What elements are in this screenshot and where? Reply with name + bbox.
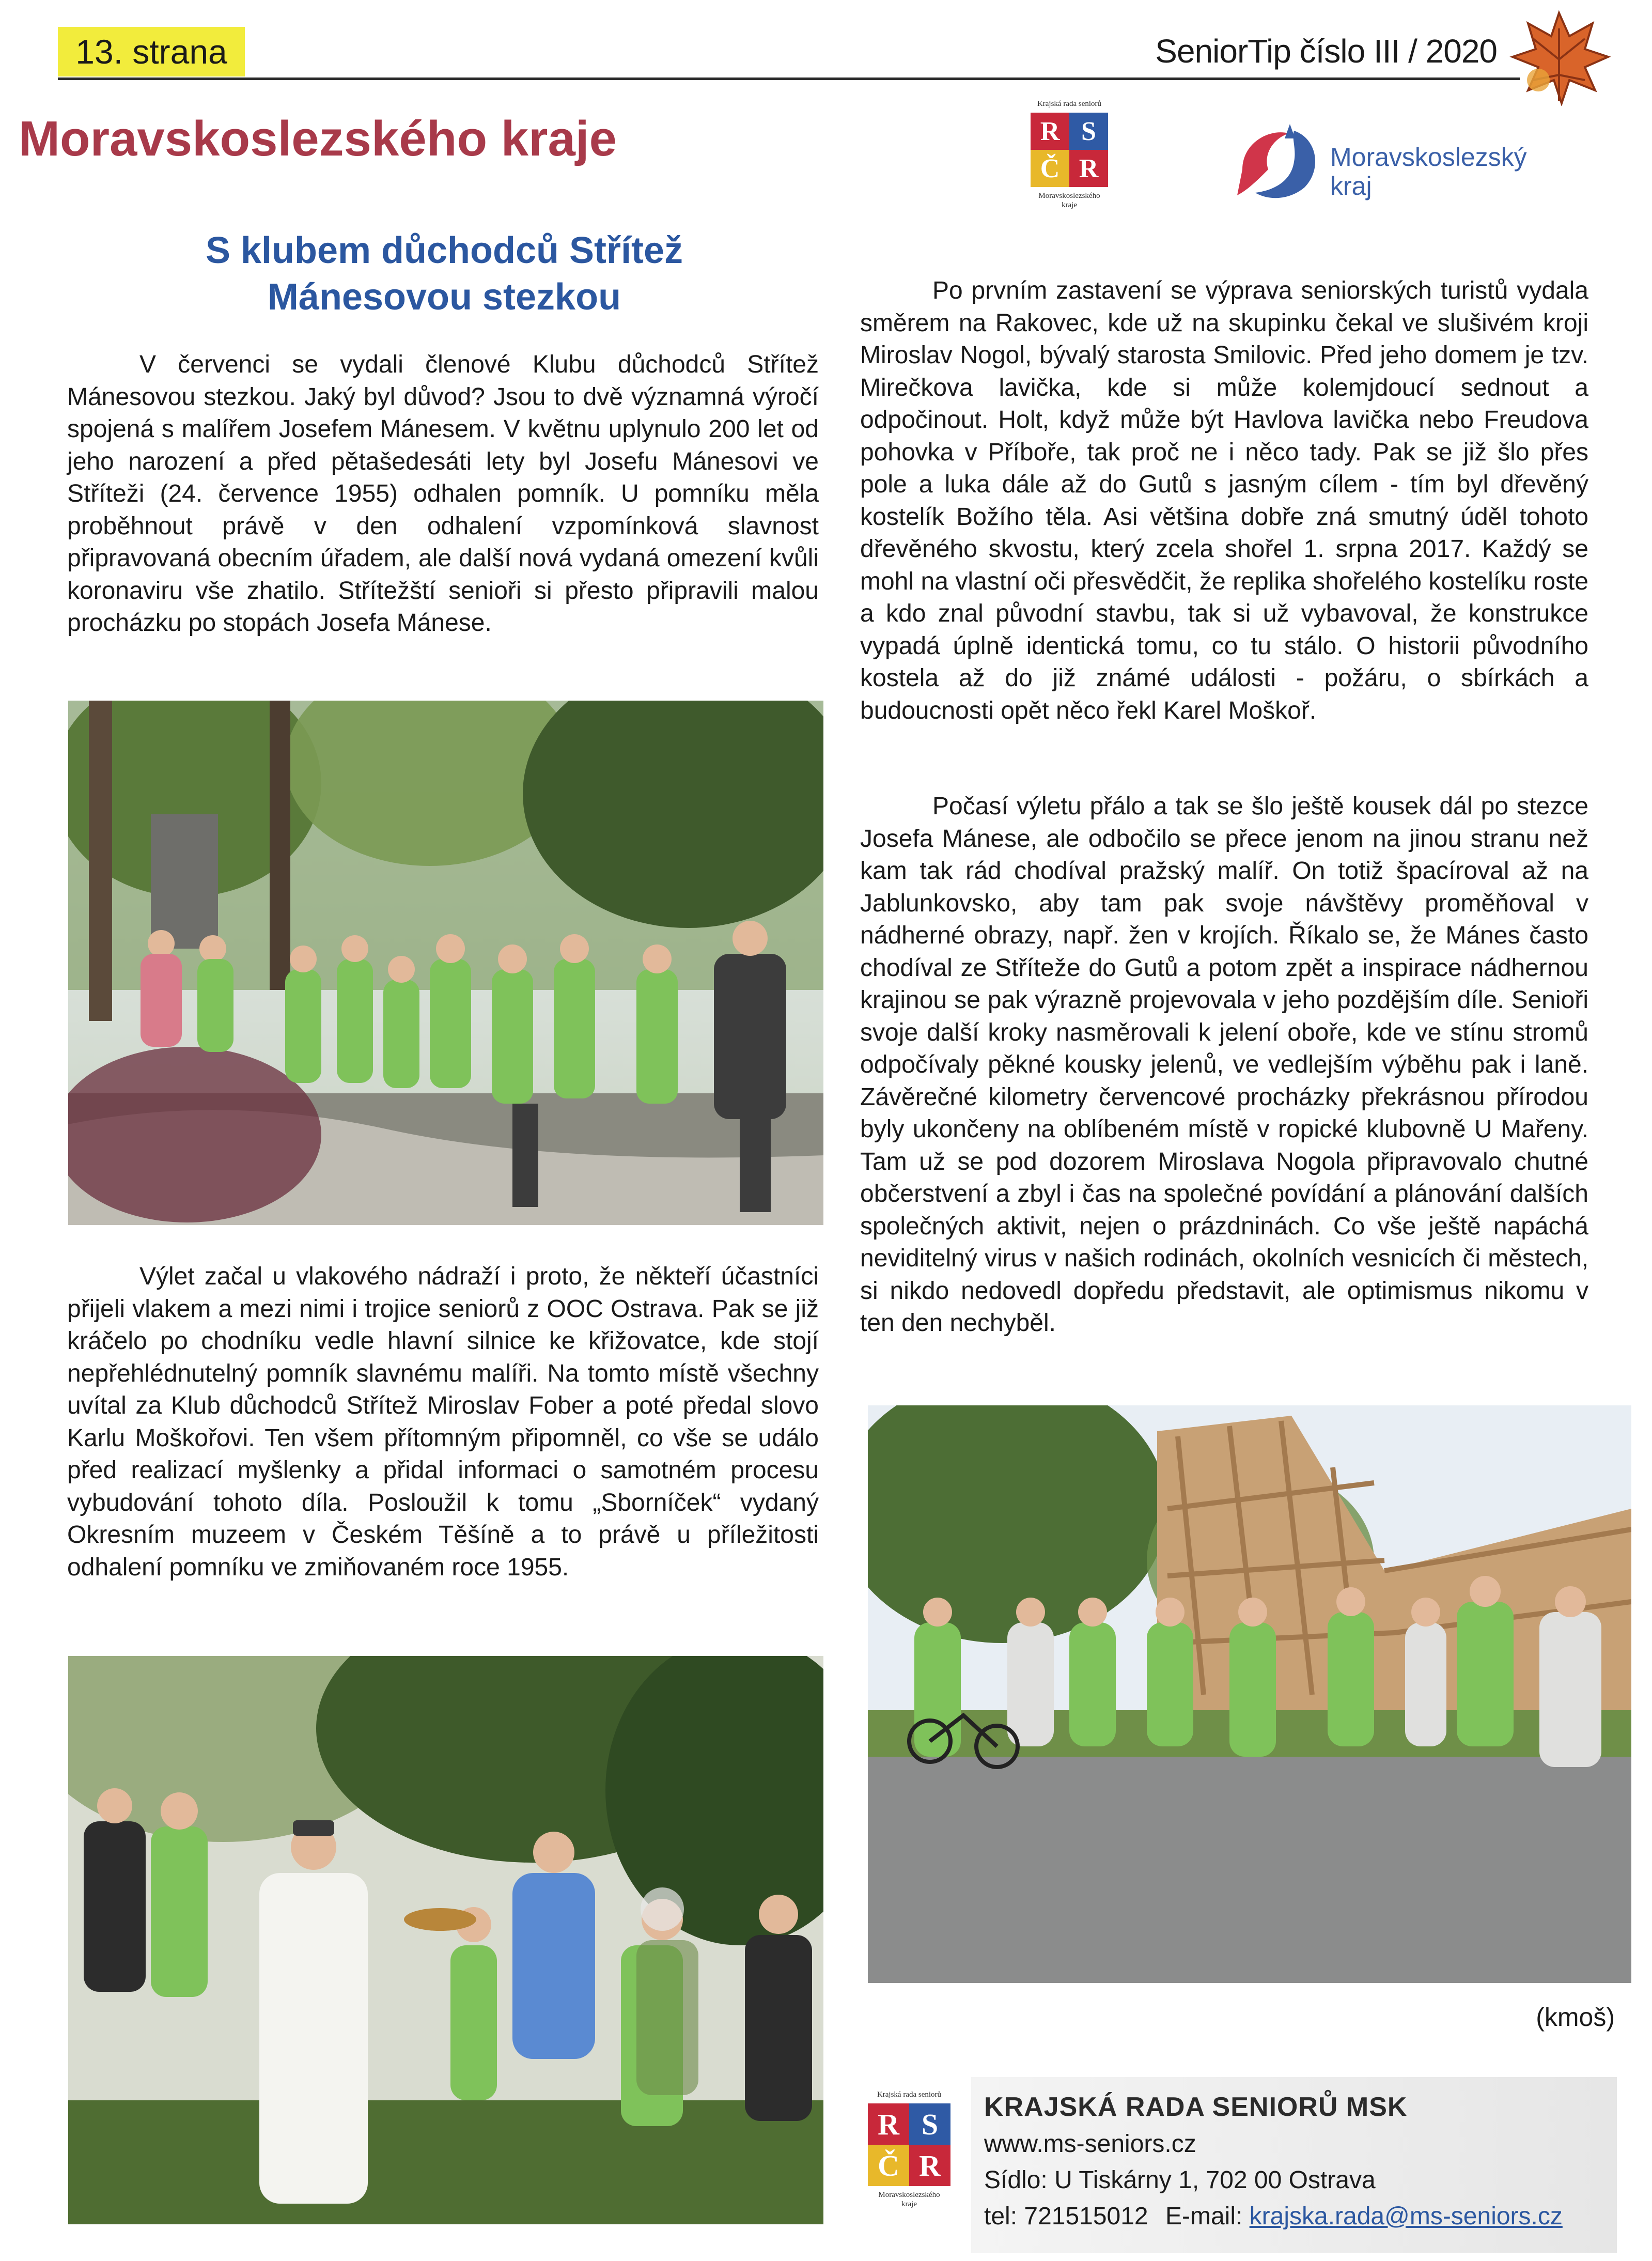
article-signature: (kmoš): [1536, 2003, 1615, 2032]
msk-logo-text: [1330, 143, 1527, 200]
rscr-letter-s: S: [1069, 113, 1108, 150]
article-title-line2: Mánesovou stezkou: [267, 276, 621, 318]
article-paragraph-1: V červenci se vydali členové Klubu důchodců Střítež Mánesovou stezkou. Jaký byl důvod? Jsou to dvě významná výročí spojená s malířem Josefem Mánesem. V květnu uplynulo 200 let od jeho narození a před pětašedesáti lety byl Josefu Mánesovi ve Stříteži (24. července 1955) odhalen pomník. U pomníku měla proběhnout právě v den odhalení vzpomínková slavnost připravovaná obecním úřadem, ale další nová vydaná omezení kvůli koronaviru vše zhatilo. Střítežští senioři si přesto připravili malou procházku po stopách Josefa Mánese.: [67, 351, 819, 637]
rscr-letter-r2: R: [1069, 150, 1108, 187]
rscr-footer-letter-c: Č: [868, 2145, 909, 2186]
header-rule: [58, 78, 1520, 80]
footer-email-link[interactable]: krajska.rada@ms-seniors.cz: [1249, 2203, 1563, 2230]
rscr-letter-grid: [1031, 113, 1108, 187]
article-paragraph-4: Počasí výletu přálo a tak se šlo ještě kousek dál po stezce Josefa Mánese, ale odbočilo se přece jenom na jinou stranu než kam tak rád chodíval pražský malíř. On totiž špacíroval až na Jablunkovsko, aby tam pak svoje návštěvy proměňoval v nádherné obrazy, např. žen v krojích. Říkalo se, že Mánes často chodíval ze Stříteže do Gutů a potom zpět a inspirace nádhernou krajinou se pak výrazně projevovala v jeho pozdějším díle. Senioři svoje další kroky nasměrovali k jelení oboře, kde ve stínu stromů odpočívaly pěkné kousky jelenů, ve vedlejším výběhu pak i laně. Závěrečné kilometry červencové procházky překrásnou přírodou byly ukončeny na oblíbeném místě v ropické klubovně U Mařeny. Tam už se pod dozorem Miroslava Nogola připravovalo chutné občerstvení a zbyl i čas na společné povídání a plánování dalších společných aktivit, nejen o prázdninách. Co vše ještě napáchá neviditelný virus v našich rodinách, okolních vesnicích či městech, si nikdo nedovedl dopředu představit, ale optimismus nikomu v ten den nechyběl.: [860, 793, 1588, 1337]
photo-group-at-wooden-church: [868, 1405, 1631, 1983]
rscr-footer-letter-s: S: [909, 2103, 950, 2145]
msk-logo-line2: kraj: [1330, 172, 1372, 200]
article-title-line1: S klubem důchodců Střítež: [205, 230, 683, 271]
footer-phone: tel: 721515012: [984, 2203, 1148, 2230]
footer-contact-box: [971, 2077, 1617, 2253]
footer-email-label: E-mail:: [1165, 2203, 1243, 2230]
rscr-letter-c: Č: [1031, 150, 1069, 187]
region-title: Moravskoslezského kraje: [19, 111, 617, 166]
msk-logo-line1: Moravskoslezský: [1330, 143, 1527, 172]
footer-web-link[interactable]: www.ms-seniors.cz: [984, 2130, 1196, 2158]
rscr-logo-footer-bottom-text: Moravskoslezského kraje: [878, 2191, 940, 2208]
article-title: [72, 227, 816, 320]
footer-address: Sídlo: U Tiskárny 1, 702 00 Ostrava: [984, 2166, 1376, 2194]
photo-man-in-folk-costume: [68, 1656, 823, 2224]
page-number-label: 13. strana: [58, 27, 245, 76]
footer-title: KRAJSKÁ RADA SENIORŮ MSK: [984, 2092, 1408, 2122]
rscr-logo-top-text: Krajská rada seniorů: [1037, 100, 1102, 108]
footer-contacts: [984, 2201, 1563, 2232]
photo-group-at-monument: [68, 701, 823, 1225]
rscr-letter-r1: R: [1031, 113, 1069, 150]
rscr-logo-footer: [860, 2090, 958, 2209]
magazine-issue-title: SeniorTip číslo III / 2020: [1155, 33, 1497, 70]
article-paragraph-3: Po prvním zastavení se výprava seniorských turistů vydala směrem na Rakovec, kde už na skupinku čekal ve slušivém kroji Miroslav Nogol, bývalý starosta Smilovic. Před jeho domem je tzv. Mirečkova lavička, kde si může kolemjdoucí sednout a odpočinout. Holt, když může být Havlova lavička nebo Freudova pohovka v Příboře, tak proč ne i něco tady. Pak se již šlo přes pole a luka dále až do Gutů s jasným cílem - tím byl dřevěný kostelík Božího těla. Asi většina dobře zná smutný úděl tohoto dřevěného skvostu, který zcela shořel 1. srpna 2017. Každý se mohl na vlastní oči přesvědčit, že replika shořelého kostelíku roste a kdo znal původní stavbu, tak si už vybavoval, že konstrukce vypadá úplně identická tomu, co tu stálo. O historii původního kostela až do již známé události - požáru, o sbírkách a budoucnosti opět něco řekl Karel Moškoř.: [860, 277, 1588, 724]
msk-logo-mark-icon: [1227, 118, 1325, 206]
rscr-logo-footer-top-text: Krajská rada seniorů: [877, 2090, 942, 2099]
article-paragraph-2: Výlet začal u vlakového nádraží i proto, že někteří účastníci přijeli vlakem a mezi nimi i trojice seniorů z OOC Ostrava. Pak se již kráčelo po chodníku vedle hlavní silnice ke křižovatce, kde stojí nepřehlédnutelný pomník slavnému malíři. Na tomto místě všechny uvítal za Klub důchodců Střítež Miroslav Fober a poté předal slovo Karlu Moškořovi. Ten všem přítomným připomněl, co vše se událo před realizací myšlenky a přidal informaci o samotném procesu vybudování tohoto díla. Posloužil k tomu „Sborníček“ vydaný Okresním muzeem v Českém Těšíně a to právě u příležitosti odhalení pomníku ve zmiňovaném roce 1955.: [67, 1263, 819, 1581]
rscr-letter-grid-footer: [868, 2103, 950, 2186]
rscr-logo: [1020, 99, 1118, 210]
rscr-footer-letter-r2: R: [909, 2145, 950, 2186]
rscr-logo-bottom-text: Moravskoslezského kraje: [1038, 192, 1100, 209]
msk-logo: [1227, 118, 1547, 206]
autumn-leaf-icon: [1507, 8, 1611, 106]
rscr-footer-letter-r1: R: [868, 2103, 909, 2145]
